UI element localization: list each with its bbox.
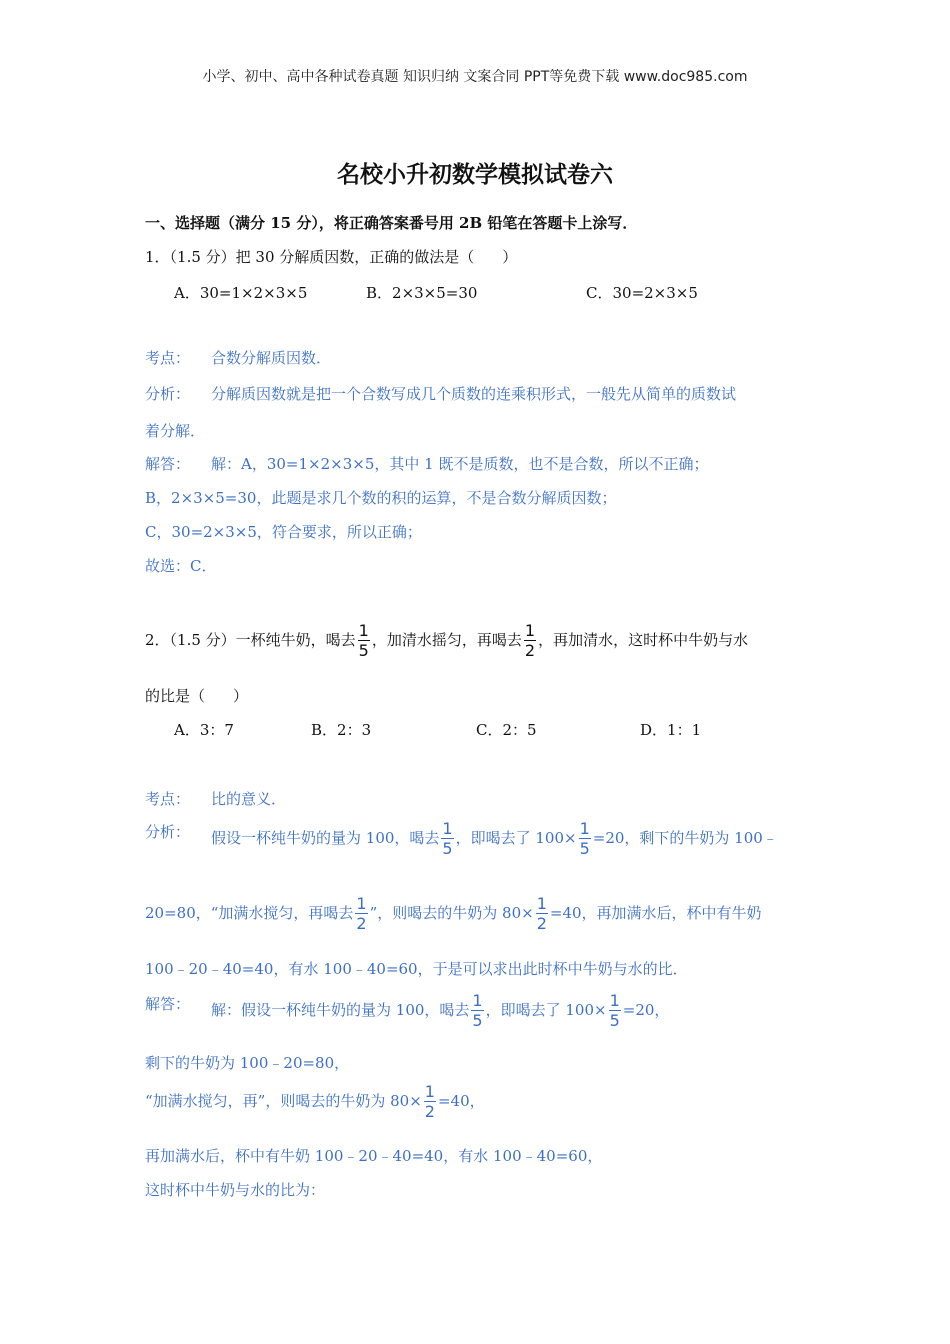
q2-option-d: D．1：1	[640, 721, 702, 739]
q2-jieda-line3	[145, 1084, 485, 1120]
fraction-numerator: 1	[356, 894, 367, 913]
q1-jieda-line4: 故选：C．	[145, 557, 217, 575]
fraction-denominator: 5	[579, 839, 590, 858]
q2-stem-line1	[145, 623, 748, 659]
fraction-numerator: 1	[358, 621, 369, 640]
fraction-denominator: 2	[424, 1102, 435, 1121]
page-header: 小学、初中、高中各种试卷真题 知识归纳 文案合同 PPT等免费下载 www.doc985.com	[202, 69, 748, 85]
q2-fenxi-1c: =20，剩下的牛奶为 100﹣	[592, 829, 778, 847]
fraction-numerator: 1	[472, 991, 483, 1010]
q1-jieda-line3: C，30=2×3×5，符合要求，所以正确；	[145, 523, 422, 541]
q2-kaodian: 比的意义．	[211, 790, 287, 808]
fraction-one-fifth	[441, 821, 453, 857]
q2-fenxi-2b: ”，则喝去的牛奶为 80×	[369, 904, 534, 922]
fraction-denominator: 5	[358, 641, 369, 660]
fraction-one-fifth	[358, 623, 370, 659]
q2-option-c: C．2：5	[476, 721, 537, 739]
fraction-one-half	[536, 896, 548, 932]
fraction-one-half	[524, 623, 536, 659]
fraction-numerator: 1	[609, 991, 620, 1010]
q1-stem-close: ）	[502, 248, 518, 266]
fraction-denominator: 2	[536, 914, 547, 933]
page-title: 名校小升初数学模拟试卷六	[337, 161, 613, 188]
q2-kaodian-label: 考点：	[145, 790, 191, 808]
q2-stem-part-a: 2．（1.5 分）一杯纯牛奶，喝去	[145, 631, 356, 649]
fraction-denominator: 5	[609, 1011, 620, 1030]
q1-option-c: C．30=2×3×5	[586, 284, 698, 302]
fraction-numerator: 1	[442, 819, 453, 838]
q1-fenxi-line1: 分解质因数就是把一个合数写成几个质数的连乘积形式，一般先从简单的质数试	[211, 385, 737, 403]
q1-jieda-label: 解答：	[145, 455, 191, 473]
q2-jieda-3a: “加满水搅匀，再”，则喝去的牛奶为 80×	[145, 1092, 422, 1110]
q2-fenxi-label: 分析：	[145, 823, 191, 841]
q2-fenxi-2a: 20=80，“加满水搅匀，再喝去	[145, 904, 354, 922]
fraction-one-half	[355, 896, 367, 932]
fraction-denominator: 2	[356, 914, 367, 933]
fraction-denominator: 5	[472, 1011, 483, 1030]
fraction-one-fifth	[609, 993, 621, 1029]
q2-jieda-line1	[211, 993, 669, 1029]
fraction-denominator: 2	[524, 641, 536, 660]
q2-fenxi-2c: =40，再加满水后，杯中有牛奶	[549, 904, 762, 922]
q1-jieda-line1: 解：A，30=1×2×3×5，其中 1 既不是质数，也不是合数，所以不正确；	[211, 455, 709, 473]
q2-stem-2a: 的比是（	[145, 687, 206, 705]
q1-stem-text: 1．（1.5 分）把 30 分解质因数，正确的做法是（	[145, 248, 475, 266]
q2-jieda-line5: 这时杯中牛奶与水的比为：	[145, 1181, 326, 1199]
q2-fenxi-line2	[145, 896, 762, 932]
q2-stem-line2	[145, 685, 248, 706]
q2-stem-part-b: ，加清水摇匀，再喝去	[371, 631, 522, 649]
fraction-numerator: 1	[579, 819, 590, 838]
fraction-denominator: 5	[442, 839, 453, 858]
q2-fenxi-line1	[211, 821, 778, 857]
q2-jieda-1c: =20，	[622, 1001, 670, 1019]
q1-fenxi-line2: 着分解．	[145, 422, 206, 440]
q2-jieda-label: 解答：	[145, 995, 191, 1013]
q2-stem-2b: ）	[233, 687, 249, 705]
q2-fenxi-line3: 100﹣20﹣40=40，有水 100﹣40=60，于是可以求出此时杯中牛奶与水的比．	[145, 960, 688, 978]
q1-option-b: B．2×3×5=30	[366, 284, 478, 302]
q2-jieda-1b: ，即喝去了 100×	[485, 1001, 607, 1019]
q2-jieda-line2: 剩下的牛奶为 100﹣20=80，	[145, 1054, 350, 1072]
q1-fenxi-label: 分析：	[145, 385, 191, 403]
q2-option-b: B．2：3	[311, 721, 372, 739]
q2-stem-part-c: ，再加清水，这时杯中牛奶与水	[538, 631, 749, 649]
q2-option-a: A．3：7	[174, 721, 234, 739]
fraction-numerator: 1	[424, 1082, 435, 1101]
fraction-numerator: 1	[524, 621, 536, 640]
fraction-one-fifth	[471, 993, 483, 1029]
q1-kaodian: 合数分解质因数．	[211, 349, 332, 367]
q1-stem	[145, 246, 517, 267]
fraction-one-half	[424, 1084, 436, 1120]
section-heading: 一、选择题（满分 15 分），将正确答案番号用 2B 铅笔在答题卡上涂写．	[145, 214, 638, 232]
fraction-numerator: 1	[536, 894, 547, 913]
q1-kaodian-label: 考点：	[145, 349, 191, 367]
q2-jieda-line4: 再加满水后，杯中有牛奶 100﹣20﹣40=40，有水 100﹣40=60，	[145, 1147, 603, 1165]
q2-fenxi-1b: ，即喝去了 100×	[455, 829, 577, 847]
q2-fenxi-1a: 假设一杯纯牛奶的量为 100，喝去	[211, 829, 440, 847]
q1-option-a: A．30=1×2×3×5	[174, 284, 308, 302]
q2-jieda-3b: =40，	[437, 1092, 485, 1110]
fraction-one-fifth	[579, 821, 591, 857]
q2-jieda-1a: 解：假设一杯纯牛奶的量为 100，喝去	[211, 1001, 470, 1019]
q1-jieda-line2: B，2×3×5=30，此题是求几个数的积的运算，不是合数分解质因数；	[145, 489, 617, 507]
